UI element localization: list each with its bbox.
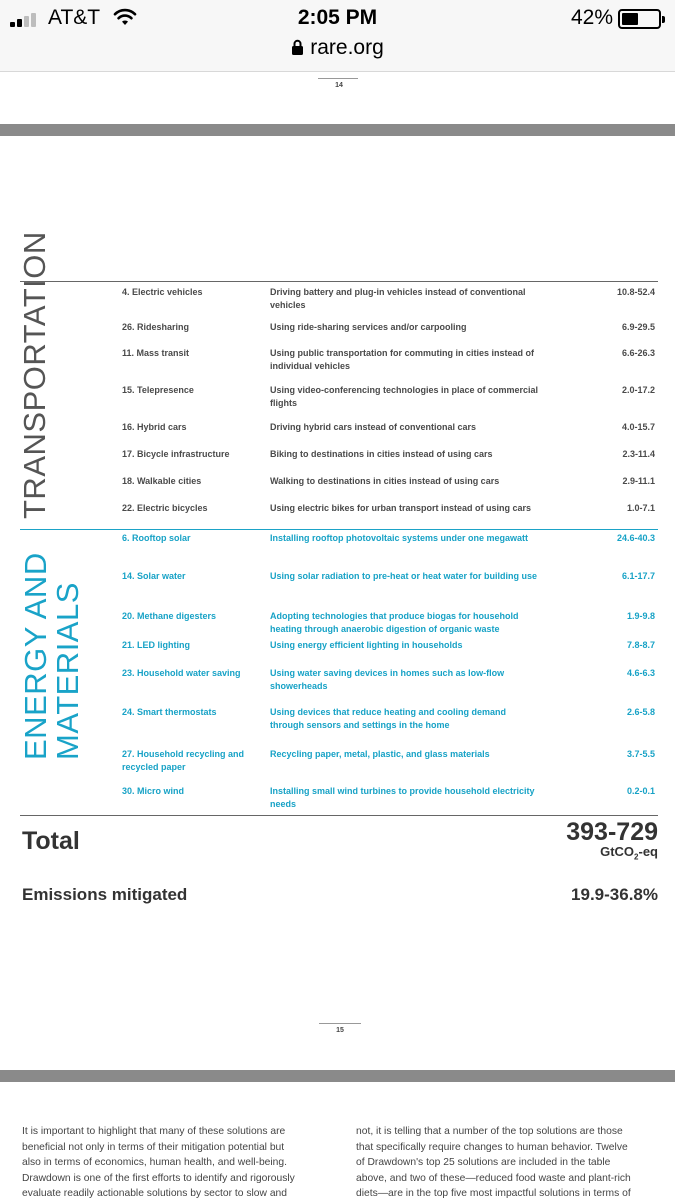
solution-range: 6.1-17.7 <box>621 571 655 581</box>
unit-prefix: GtCO <box>600 844 635 859</box>
emissions-mitigated-label: Emissions mitigated <box>22 885 188 904</box>
solution-range: 1.9-9.8 <box>626 611 655 621</box>
solution-name: 24. Smart thermostats <box>122 707 217 717</box>
solution-name: 15. Telepresence <box>122 385 194 395</box>
solution-name: 27. Household recycling and recycled paper <box>122 749 245 772</box>
solution-range: 6.9-29.5 <box>621 322 655 332</box>
body-line: beneficial not only in terms of their mitigation potential but <box>22 1141 285 1153</box>
solution-name: 20. Methane digesters <box>122 611 217 621</box>
status-bar <box>0 0 675 72</box>
solution-range: 10.8-52.4 <box>616 287 655 297</box>
section-label-energy-line2: MATERIALS <box>50 582 85 760</box>
page-divider <box>0 1070 675 1082</box>
solution-description: Biking to destinations in cities instead of using cars <box>270 449 493 459</box>
page-number: 14 <box>335 82 343 89</box>
solution-range: 2.3-11.4 <box>622 449 655 459</box>
solution-name: 18. Walkable cities <box>122 476 202 486</box>
solution-description: Recycling paper, metal, plastic, and glass materials <box>270 749 490 759</box>
solution-range: 2.0-17.2 <box>621 385 655 395</box>
page-divider <box>0 124 675 136</box>
total-value: 393-729 <box>566 818 658 846</box>
solution-range: 0.2-0.1 <box>626 786 655 796</box>
body-line: Drawdown is one of the first efforts to identify and rigorously <box>22 1172 295 1184</box>
solution-name: 6. Rooftop solar <box>122 533 191 543</box>
solution-name: 30. Micro wind <box>122 786 185 796</box>
table-bottom-rule <box>20 815 658 816</box>
solution-name: 22. Electric bicycles <box>122 503 208 513</box>
solution-description: Installing small wind turbines to provide household electricity needs <box>270 786 535 809</box>
address-bar[interactable] <box>0 36 675 60</box>
solution-range: 2.9-11.1 <box>622 476 655 486</box>
solution-range: 3.7-5.5 <box>626 749 655 759</box>
solution-description: Walking to destinations in cities instead of using cars <box>270 476 500 486</box>
solution-name: 21. LED lighting <box>122 640 191 650</box>
solution-name: 26. Ridesharing <box>122 322 190 332</box>
lock-icon <box>291 39 304 56</box>
unit-suffix: -eq <box>638 844 658 859</box>
emissions-mitigated-value: 19.9-36.8% <box>571 885 658 904</box>
body-line: It is important to highlight that many of these solutions are <box>22 1126 286 1137</box>
solution-name: 17. Bicycle infrastructure <box>122 449 230 459</box>
body-line: that specifically require changes to human behavior. Twelve <box>356 1141 628 1153</box>
section-label-energy <box>20 552 84 760</box>
battery-icon <box>618 9 661 29</box>
section-divider <box>20 529 658 530</box>
solution-description: Using ride-sharing services and/or carpooling <box>270 322 467 332</box>
clock: 2:05 PM <box>297 6 378 29</box>
body-text-right <box>356 1124 656 1200</box>
solution-name: 14. Solar water <box>122 571 186 581</box>
solution-range: 4.6-6.3 <box>626 668 655 678</box>
solution-range: 24.6-40.3 <box>616 533 655 543</box>
solution-name: 16. Hybrid cars <box>122 422 187 432</box>
solution-description: Using water saving devices in homes such as low-flow showerheads <box>270 668 505 691</box>
url-text: rare.org <box>310 36 384 59</box>
solution-name: 4. Electric vehicles <box>122 287 203 297</box>
body-line: diets—are in the top five most impactful solutions in terms of <box>356 1188 631 1199</box>
solution-description: Driving battery and plug-in vehicles instead of conventional vehicles <box>270 287 526 310</box>
page-number-rule <box>318 78 358 79</box>
solution-description: Installing rooftop photovoltaic systems under one megawatt <box>270 533 529 543</box>
solution-description: Using energy efficient lighting in households <box>270 640 463 650</box>
battery-percent: 42% <box>570 6 613 29</box>
solution-name: 11. Mass transit <box>122 348 190 358</box>
section-label-energy-line1: ENERGY AND <box>18 552 53 760</box>
unit-subscript: 2 <box>634 852 639 862</box>
total-unit <box>600 844 658 862</box>
body-line: also in terms of economics, human health, and well-being. <box>22 1157 287 1168</box>
carrier-name: AT&T <box>48 6 101 29</box>
solution-description: Using solar radiation to pre-heat or heat water for building use <box>270 571 538 581</box>
body-line: not, it is telling that a number of the top solutions are those <box>356 1126 623 1137</box>
total-label: Total <box>22 827 80 855</box>
page-number: 15 <box>336 1027 344 1034</box>
table-top-rule <box>20 281 658 282</box>
solution-range: 6.6-26.3 <box>621 348 655 358</box>
solution-description: Driving hybrid cars instead of conventional cars <box>270 422 477 432</box>
section-label-transportation: TRANSPORTATION <box>17 231 52 519</box>
page-number-rule <box>319 1023 361 1024</box>
body-text-left <box>22 1124 322 1200</box>
body-line: above, and two of these—reduced food waste and plant-rich <box>356 1172 631 1184</box>
body-line: evaluate readily actionable solutions by sector to slow and <box>22 1188 288 1199</box>
solution-description: Using video-conferencing technologies in place of commercial flights <box>270 385 539 408</box>
body-line: of Drawdown's top 25 solutions are included in the table <box>356 1157 611 1168</box>
solution-description: Using public transportation for commuting in cities instead of individual vehicles <box>270 348 535 371</box>
solution-name: 23. Household water saving <box>122 668 241 678</box>
solution-range: 2.6-5.8 <box>626 707 655 717</box>
solution-description: Using electric bikes for urban transport instead of using cars <box>270 503 532 513</box>
solution-range: 4.0-15.7 <box>621 422 655 432</box>
solution-range: 1.0-7.1 <box>626 503 655 513</box>
solution-range: 7.8-8.7 <box>626 640 655 650</box>
solution-description: Adopting technologies that produce biogas for household heating through anaerobic digestion of organic waste <box>270 611 519 634</box>
solution-description: Using devices that reduce heating and cooling demand through sensors and settings in the home <box>270 707 507 730</box>
